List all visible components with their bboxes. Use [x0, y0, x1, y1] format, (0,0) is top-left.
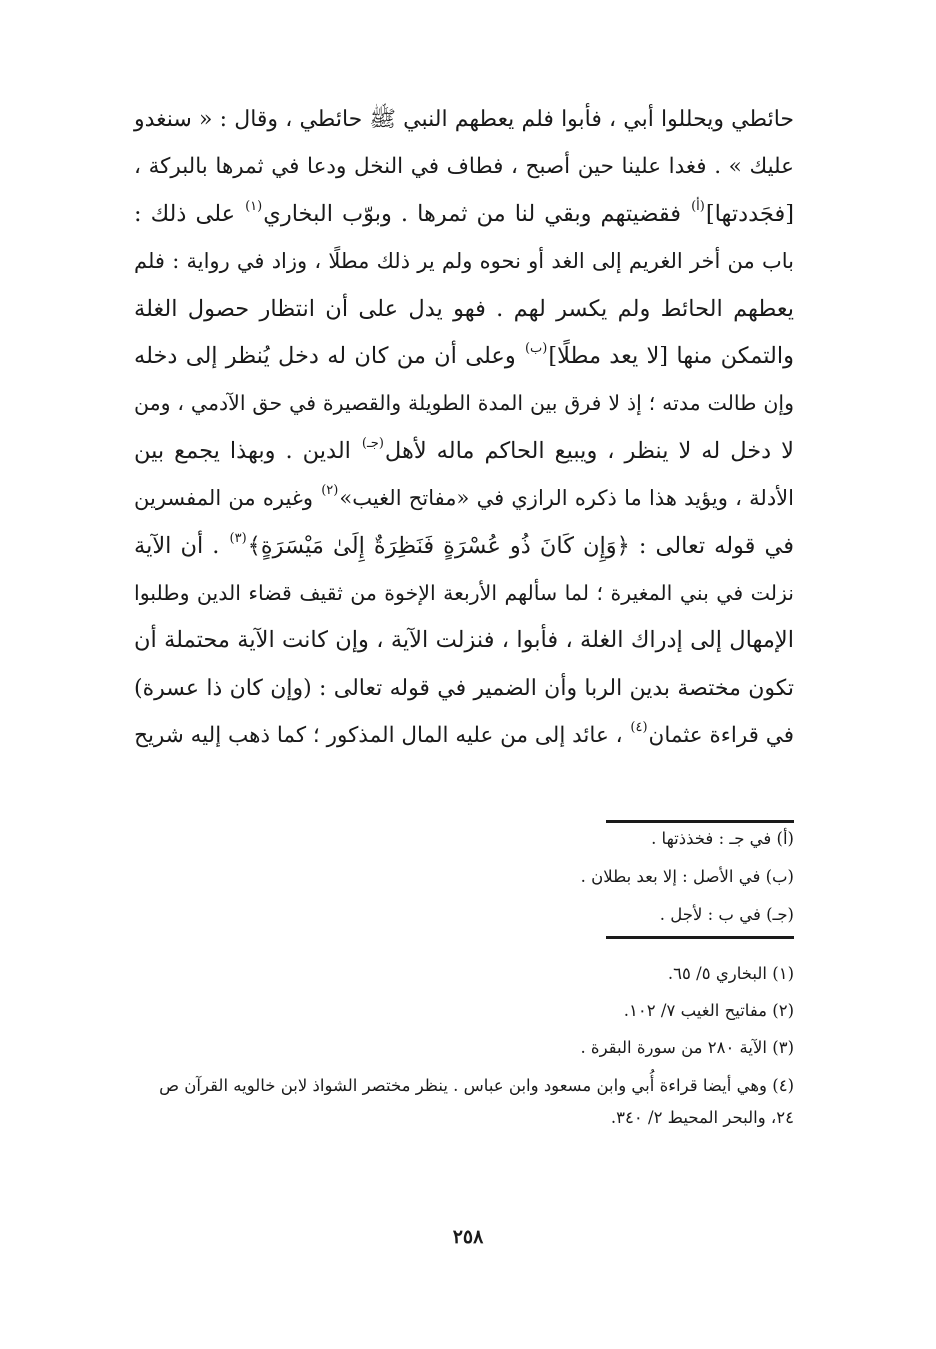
text-line [134, 712, 794, 759]
text-line [134, 475, 794, 522]
text-line [134, 380, 794, 427]
text-line [134, 617, 794, 664]
text-run: باب من أخر الغريم إلى الغد أو نحوه ولم ير ذلك مطلًا ، وزاد في رواية : فلم [134, 249, 794, 274]
text-run: حائطي ويحللوا أبي ، فأبوا فلم يعطهم النبي ﷺ حائطي ، وقال : « سنغدو [134, 107, 794, 132]
text-run: لا دخل له لا ينظر ، ويبيع الحاكم ماله لأهل [384, 437, 794, 464]
footnote-marker-1: (١) [245, 198, 263, 214]
text-run: نزلت في بني المغيرة ؛ لما سألهم الأربعة الإخوة من ثقيف قضاء الدين وطلبوا [134, 580, 794, 605]
text-run: في قراءة عثمان [648, 723, 794, 749]
text-line [134, 238, 794, 285]
variant-notes [134, 820, 794, 934]
text-run: الأدلة ، ويؤيد هذا ما ذكره الرازي في «مفاتح الغيب» [339, 486, 794, 511]
text-run: فقضيتهم وبقي لنا من ثمرها . وبوّب البخاري [263, 200, 691, 227]
text-line [134, 191, 794, 238]
text-run: الدين . وبهذا يجمع بين [134, 437, 361, 464]
variant-note: (أ) في جـ : فخذذتها . [651, 829, 794, 848]
text-line [134, 96, 794, 143]
reference-note: (٣) الآية ٢٨٠ من سورة البقرة . [580, 1038, 794, 1057]
text-run: وإن طالت مدته ؛ إذ لا فرق بين المدة الطويلة والقصيرة في حق الآدمي ، ومن [134, 391, 794, 416]
variant-note: (ب) في الأصل : إلا بعد بطلان . [580, 867, 794, 886]
text-run: والتمكن منها [لا يعد مطلًا] [548, 342, 794, 369]
text-run: وعلى أن من كان له دخل يُنظر إلى دخله [134, 342, 524, 369]
text-line [134, 665, 794, 712]
footnote-divider [606, 936, 794, 939]
text-run: ، عائد إلى من عليه المال المذكور ؛ كما ذهب إليه شريح [134, 723, 630, 749]
text-run: يعطهم الحائط ولم يكسر لهم . فهو يدل على أن انتظار حصول الغلة [134, 295, 794, 322]
footnote-marker-alif: (أ) [691, 198, 705, 214]
footnote-marker-ba: (ب) [524, 340, 548, 356]
text-line [134, 570, 794, 617]
main-text [134, 96, 794, 759]
footnote-marker-3: (٣) [229, 530, 247, 546]
text-run: عليك » . فغدا علينا حين أصبح ، فطاف في النخل ودعا في ثمرها بالبركة ، [134, 154, 794, 180]
footnote-marker-2: (٢) [321, 483, 339, 499]
text-run: . أن الآية [134, 532, 229, 559]
text-run: [فجَددتها] [705, 200, 794, 227]
reference-notes [134, 955, 794, 1134]
text-line [134, 428, 794, 475]
text-line [134, 143, 794, 190]
text-line [134, 286, 794, 333]
variant-note: (جـ) في ب : لأجل . [659, 905, 794, 924]
text-run: تكون مختصة بدين الربا وأن الضمير في قوله تعالى : (وإن كان ذا عسرة) [134, 675, 794, 701]
text-run: في قوله تعالى : ﴿وَإِن كَانَ ذُو عُسْرَةٍ فَنَظِرَةٌ إِلَىٰ مَيْسَرَةٍ﴾ [247, 532, 794, 559]
text-run: الإمهال إلى إدراك الغلة ، فأبوا ، فنزلت الآية ، وإن كانت الآية محتملة أن [134, 627, 794, 654]
page-number: ٢٥٨ [452, 1226, 484, 1248]
text-line [134, 333, 794, 380]
reference-note: (٢) مفاتيح الغيب ٧/ ١٠٢. [623, 1001, 794, 1020]
text-line [134, 523, 794, 570]
reference-note: (١) البخاري ٥/ ٦٥. [667, 964, 794, 983]
footnote-marker-jim: (جـ) [361, 435, 384, 451]
text-run: وغيره من المفسرين [134, 486, 321, 511]
reference-note: (٤) وهي أيضا قراءة أُبي وابن مسعود وابن عباس . ينظر مختصر الشواذ لابن خالويه القرآن ص ٢٤، والبحر المحيط ٢/ ٣٤٠. [159, 1076, 794, 1127]
footnote-marker-4: (٤) [630, 720, 648, 736]
text-run: على ذلك : [134, 200, 245, 227]
